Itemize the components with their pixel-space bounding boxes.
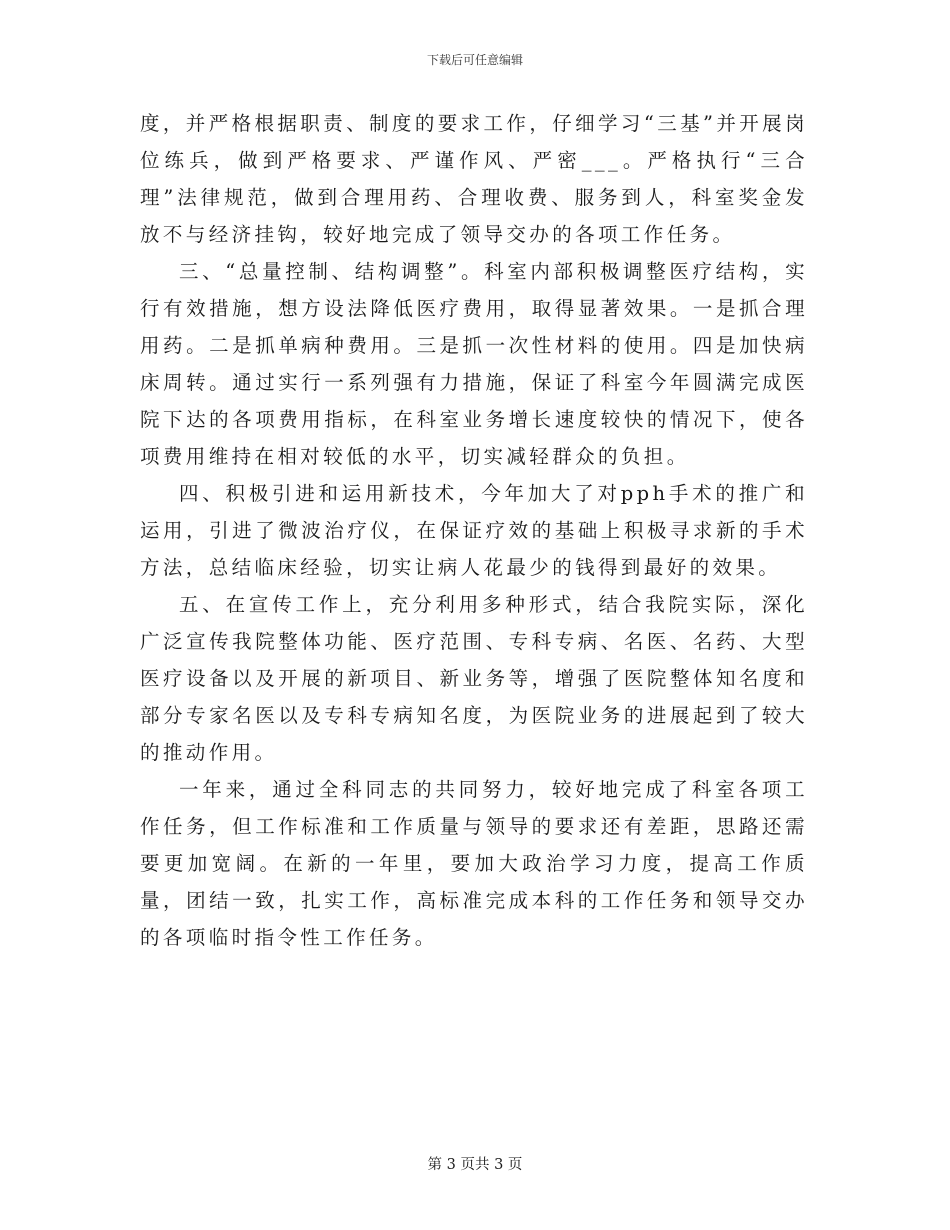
paragraph-section-three: 三、“总量控制、结构调整”。科室内部积极调整医疗结构，实行有效措施，想方设法降低医疗费用，取得显著效果。一是抓合理用药。二是抓单病种费用。三是抓一次性材料的使用。四是加快病床周转。通过实行一系列强有力措施，保证了科室今年圆满完成医院下达的各项费用指标，在科室业务增长速度较快的情况下，使各项费用维持在相对较低的水平，切实减轻群众的负担。 [140,260,808,468]
paragraph-summary: 一年来，通过全科同志的共同努力，较好地完成了科室各项工作任务，但工作标准和工作质量与领导的要求还有差距，思路还需要更加宽阔。在新的一年里，要加大政治学习力度，提高工作质量，团结一致，扎实工作，高标准完成本科的工作任务和领导交办的各项临时指令性工作任务。 [140,778,808,949]
page-header-note: 下载后可任意编辑 [426,53,523,67]
paragraph-section-five: 五、在宣传工作上，充分利用多种形式，结合我院实际，深化广泛宣传我院整体功能、医疗范围、专科专病、名医、名药、大型医疗设备以及开展的新项目、新业务等，增强了医院整体知名度和部分专家名医以及专科专病知名度，为医院业务的进展起到了较大的推动作用。 [140,593,808,764]
paragraph-continuation: 度，并严格根据职责、制度的要求工作，仔细学习“三基”并开展岗位练兵，做到严格要求、严谨作风、严密___。严格执行“三合理”法律规范，做到合理用药、合理收费、服务到人，科室奖金发放不与经济挂钩，较好地完成了领导交办的各项工作任务。 [140,112,808,246]
document-body [140,105,808,956]
paragraph-section-four: 四、积极引进和运用新技术，今年加大了对pph手术的推广和运用，引进了微波治疗仪，在保证疗效的基础上积极寻求新的手术方法，总结临床经验，切实让病人花最少的钱得到最好的效果。 [140,482,808,579]
page-number: 第 3 页共 3 页 [427,1157,523,1173]
